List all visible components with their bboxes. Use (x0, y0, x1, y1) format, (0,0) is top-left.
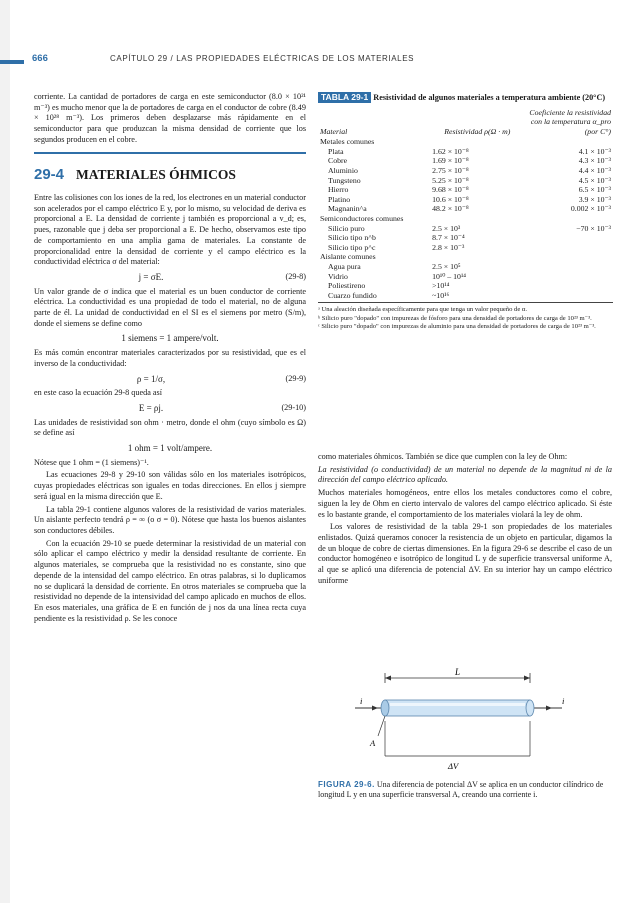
section-rule (34, 152, 306, 154)
cell-coefficient (524, 272, 613, 282)
equation-number: (29-8) (285, 271, 306, 281)
cell-coefficient: 0.002 × 10⁻³ (570, 204, 611, 214)
cell-material: Cuarzo fundido (328, 290, 377, 300)
section-heading (34, 166, 304, 184)
label-delta-V: ΔV (448, 761, 459, 771)
rod-highlight (390, 703, 525, 706)
left-column (34, 193, 306, 626)
table-bottom-rule (318, 300, 613, 303)
section-title: MATERIALES ÓHMICOS (76, 167, 236, 182)
cell-resistivity: 5.25 × 10⁻⁸ (432, 175, 469, 185)
table-tag: TABLA 29-1 (318, 92, 371, 103)
paragraph-9: Con la ecuación 29-10 se puede determinar la resistividad de un material con sólo aplicar el campo eléctrico y medir la densidad resultante de corriente. En algunos materiales, se comprueba que la resistividad no es constante, sino que depende de la intensidad del campo eléctrico. En otras palabras, si lo duplicamos no se duplicará la densidad de corriente. En otros materiales se comprueba que la resistividad no depende de la intensividad del campo aplicado en muchos de ellos. En esos materiales, una gráfica de E en función de j nos da una línea recta cuya pendiente es la resistividad ρ. Se les conoce (34, 538, 306, 623)
equation-number: (29-9) (285, 373, 306, 383)
table-row (318, 281, 613, 291)
equation-29-10 (34, 403, 306, 414)
equation-29-9 (34, 374, 306, 385)
cell-resistivity: ~10¹⁶ (432, 290, 450, 300)
col-header-material: Material (320, 126, 348, 136)
table-footnote: ᵃ Una aleación diseñada específicamente para que tenga un valor pequeño de α. (318, 306, 528, 314)
paragraph-3: Es más común encontrar materiales caracterizados por su resistividad, que es el inverso de la conductividad: (34, 348, 306, 368)
table-group-row (318, 214, 613, 224)
page-number: 666 (32, 53, 48, 64)
cell-coefficient: 3.9 × 10⁻³ (578, 194, 611, 204)
cell-material: Cobre (328, 156, 348, 166)
table-row (318, 166, 613, 176)
cell-resistivity: 8.7 × 10⁻⁴ (432, 233, 465, 243)
paragraph-5: Las unidades de resistividad son ohm · metro, donde el ohm (cuyo símbolo es Ω) se define así (34, 417, 306, 438)
right-paragraph-2: Muchos materiales homogéneos, entre ellos los metales conductores como el cobre, siguen la ley de Ohm en cierto intervalo de valores del campo eléctrico aplicado. Si éste es lo bastante grande, el comportamiento de los materiales violará la ley de ohm. (318, 488, 612, 519)
area-leader-line (378, 716, 385, 736)
conductor-rod (385, 700, 530, 716)
cell-material: Agua pura (328, 262, 361, 271)
equation-29-8 (34, 272, 306, 283)
current-arrow-left (372, 706, 378, 711)
length-arrow-left (385, 676, 391, 681)
cell-material: Magnanin^a (328, 204, 367, 214)
col-header-resistivity: Resistividad ρ(Ω · m) (444, 126, 511, 136)
cell-material: Tungsteno (328, 175, 361, 185)
cell-resistivity: >10¹⁴ (432, 281, 450, 291)
cell-material: Platino (328, 194, 351, 204)
cell-resistivity: 2.75 × 10⁻⁸ (432, 166, 469, 176)
cell-material: Poliestireno (328, 281, 366, 291)
section-number: 29-4 (34, 166, 65, 183)
cell-resistivity: 1.62 × 10⁻⁸ (432, 146, 469, 156)
table-caption (318, 92, 613, 104)
cell-coefficient: 6.5 × 10⁻³ (578, 185, 611, 195)
paragraph-2: Un valor grande de σ indica que el material es un buen conductor de corriente eléctrica. La conductividad es una propiedad de todo el material, no de alguna parte de él. La unidad de conductividad en el SI es el siemens por metro (S/m), donde el siemens se define como (34, 286, 306, 328)
table-row (318, 272, 613, 282)
table-row (318, 176, 613, 186)
table-footnote: ᶜ Silicio puro "dopado" con impurezas de aluminio para una densidad de portadores de carga de 10²³ m⁻³. (318, 322, 596, 330)
length-arrow-right (524, 676, 530, 681)
cell-coefficient (524, 291, 613, 301)
cell-coefficient: 4.1 × 10⁻³ (578, 146, 611, 156)
resistivity-table (318, 92, 613, 331)
label-i-left: i (360, 696, 363, 706)
cell-resistivity: 48.2 × 10⁻⁸ (432, 204, 469, 214)
table-row (318, 204, 613, 214)
cell-resistivity: 2.8 × 10⁻³ (432, 242, 465, 252)
cell-material: Vidrio (328, 271, 348, 281)
cell-resistivity: 10.6 × 10⁻⁸ (432, 194, 469, 204)
equation-expr: ρ = 1/σ, (136, 373, 166, 384)
cell-material: Silicio tipo n^b (328, 233, 376, 243)
cell-resistivity: 2.5 × 10⁵ (432, 262, 461, 271)
table-row (318, 262, 613, 272)
cell-coefficient: −70 × 10⁻³ (576, 223, 611, 233)
table-grid (318, 107, 613, 304)
table-title: Resistividad de algunos materiales a temperatura ambiente (20°C) (373, 93, 606, 102)
cell-resistivity: 1.69 × 10⁻⁸ (432, 156, 469, 166)
rod-end-face (381, 700, 389, 716)
figure-caption (318, 780, 612, 801)
label-A: A (370, 738, 376, 748)
table-header-row (318, 107, 613, 138)
table-row (318, 224, 613, 234)
equation-expr: E = ρj. (138, 402, 164, 413)
paragraph-6: Nótese que 1 ohm = (1 siemens)⁻¹. (34, 457, 149, 467)
table-row (318, 291, 613, 301)
table-footnote: ᵇ Silicio puro "dopado" con impurezas de fósforo para una densidad de portadores de carga de 10²³ m⁻³. (318, 314, 592, 322)
cell-coefficient (524, 262, 613, 272)
intro-paragraph: corriente. La cantidad de portadores de carga en este semiconductor (8.0 × 10²¹ m⁻³) es mucho menor que la de portadores de carga en el conductor de cobre (8.49 × 10²⁸ m⁻³). Los primeros deben desplazarse más rápidamente en el semiconductor para que produzcan la misma densidad de corriente que los segundos producen en el cobre. (34, 92, 306, 144)
current-arrow-right (546, 706, 552, 711)
figure-caption-text: Una diferencia de potencial ΔV se aplica en un conductor cilíndrico de longitud L y en una superficie transversal A, creando una corriente i. (318, 780, 604, 800)
left-intro-block (34, 92, 306, 148)
table-body (318, 137, 613, 303)
header-rule (0, 60, 24, 64)
equation-expr: 1 siemens = 1 ampere/volt. (121, 333, 219, 344)
table-bottom-cell (318, 300, 613, 303)
cell-material: Hierro (328, 185, 349, 195)
cell-coefficient: 4.4 × 10⁻³ (578, 166, 611, 176)
table-row (318, 147, 613, 157)
cell-material: Silicio puro (328, 223, 365, 233)
right-paragraph-1: como materiales óhmicos. También se dice que cumplen con la ley de Ohm: (318, 452, 568, 461)
table-row (318, 195, 613, 205)
label-L: L (455, 667, 461, 677)
figure-caption-tag: FIGURA 29-6. (318, 780, 375, 789)
equation-siemens (34, 333, 306, 344)
table-group-name: Semiconductores comunes (320, 214, 404, 224)
cell-material: Silicio tipo p^c (328, 242, 376, 252)
equation-ohm (34, 443, 306, 454)
running-head: CAPÍTULO 29 / LAS PROPIEDADES ELÉCTRICAS DE LOS MATERIALES (110, 54, 415, 63)
cell-material: Plata (328, 146, 344, 156)
scan-edge (0, 0, 10, 903)
cell-coefficient (524, 243, 613, 253)
equation-expr: 1 ohm = 1 volt/ampere. (127, 443, 213, 454)
right-column (318, 452, 612, 588)
cell-material: Aluminio (328, 166, 358, 176)
cell-coefficient (524, 233, 613, 243)
table-group-row (318, 137, 613, 147)
cell-resistivity: 2.5 × 10³ (432, 223, 461, 233)
paragraph-4: en este caso la ecuación 29-8 queda así (34, 388, 162, 398)
label-i-right: i (562, 696, 565, 706)
table-group-row (318, 252, 613, 262)
cell-coefficient: 4.5 × 10⁻³ (578, 175, 611, 185)
table-row (318, 156, 613, 166)
right-paragraph-3: Los valores de resistividad de la tabla 29-1 son propiedades de los materiales enlistados. Quizá queramos conocer la resistencia de un objeto en particular, digamos la de un bloque de cobre de ciertas dimensiones. En la figura 29-6 se describe el caso de un conductor homogéneo e isotrópico de longitud L y de superficie transversal uniforme A, al que se aplicó una diferencia de potencial ΔV. En su interior hay un campo eléctrico uniforme (318, 522, 612, 585)
table-group-name: Metales comunes (320, 137, 375, 147)
figure-29-6 (330, 666, 610, 776)
equation-number: (29-10) (281, 402, 306, 412)
cell-resistivity: 10¹⁰ – 10¹⁴ (432, 271, 467, 281)
table-row (318, 185, 613, 195)
table-row (318, 233, 613, 243)
table-footnotes (318, 306, 613, 331)
paragraph-1: Entre las colisiones con los iones de la red, los electrones en un material conductor son acelerados por el campo eléctrico E y, por lo mismo, su velocidad de deriva es proporcional a E. La densidad de corriente j también es proporcional a v_d; es, pues, razonable que j deba ser proporcional a E. De hecho, observamos este tipo de comportamiento en una amplia gama de materiales. La constante de proporcionalidad entre la densidad de corriente y el campo eléctrico es la conductividad eléctrica σ del material: (34, 193, 306, 267)
paragraph-8: La tabla 29-1 contiene algunos valores de la resistividad de varios materiales. Un aislante perfecto tendrá ρ = ∞ (o σ = 0). Nótese que hasta los buenos aislantes son conductores débiles. (34, 504, 306, 535)
equation-expr: j = σE. (138, 271, 164, 282)
cell-resistivity: 9.68 × 10⁻⁸ (432, 185, 469, 195)
table-group-name: Aislante comunes (320, 252, 376, 262)
cell-coefficient (524, 281, 613, 291)
cell-coefficient: 4.3 × 10⁻³ (578, 156, 611, 166)
ohm-law-definition: La resistividad (o conductividad) de un material no depende de la magnitud ni de la dirección del campo eléctrico aplicado. (318, 464, 612, 485)
paragraph-7: Las ecuaciones 29-8 y 29-10 son válidas sólo en los materiales isotrópicos, cuyas propiedades eléctricas son iguales en todas direcciones. En ellos j siempre será igual en la misma dirección que E. (34, 470, 306, 501)
col-header-coefficient: Coeficiente la resistividad con la temperatura α_pro (por C°) (529, 107, 611, 136)
rod-far-end (526, 700, 534, 716)
table-row (318, 243, 613, 253)
